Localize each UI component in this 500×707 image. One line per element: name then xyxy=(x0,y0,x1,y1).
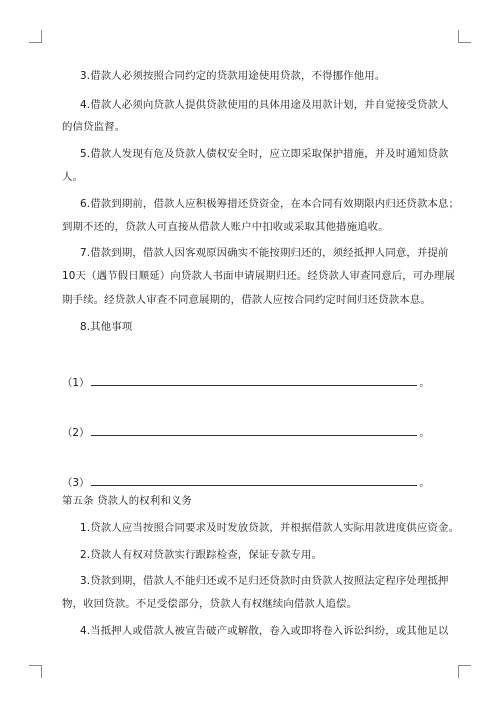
clause-7: 7.借款到期，借款人因客观原因确实不能按期归还的，须经抵押人同意，并提前 xyxy=(80,247,449,259)
section-clause-4: 4.当抵押人或借款人被宣告破产或解散，卷入或即将卷入诉讼纠纷，或其他足以 xyxy=(80,625,449,637)
blank-label-1: （1） xyxy=(62,377,90,389)
blank-label-3: （3） xyxy=(62,477,90,489)
section-clause-3: 3.贷款到期，借款人不能归还或不足归还贷款时由贷款人按照法定程序处理抵押 xyxy=(80,575,449,587)
crop-mark-bottom-right xyxy=(458,665,471,678)
clause-6-cont: 到期不还的，贷款人可直接从借款人账户中扣收或采取其他措施追收。 xyxy=(62,221,389,233)
fill-in-rule-1[interactable] xyxy=(91,374,417,386)
crop-mark-bottom-left xyxy=(29,665,42,678)
clause-4: 4.借款人必须向贷款人提供贷款使用的具体用途及用款计划，并自觉接受贷款人 xyxy=(80,99,449,111)
fill-in-rule-3[interactable] xyxy=(91,474,417,486)
section-clause-1: 1.贷款人应当按照合同要求及时发放贷款，并根据借款人实际用款进度供应资金。 xyxy=(80,522,460,534)
crop-mark-top-left xyxy=(29,30,42,43)
clause-6: 6.借款到期前，借款人应积极筹措还贷资金，在本合同有效期限内归还贷款本息； xyxy=(80,198,460,210)
clause-8: 8.其他事项 xyxy=(80,321,133,333)
blank-end-3: 。 xyxy=(419,477,430,489)
clause-4-cont: 的信贷监督。 xyxy=(62,121,126,133)
clause-7-cont-2: 期手续。经贷款人审查不同意展期的，借款人应按合同约定时间归还贷款本息。 xyxy=(62,294,431,306)
clause-7-cont-1: 10天（遇节假日顺延）向贷款人书面申请展期归还。经贷款人审查同意后，可办理展 xyxy=(62,270,455,282)
blank-line-3[interactable] xyxy=(62,474,430,490)
blank-line-2[interactable] xyxy=(62,424,430,440)
section-heading: 第五条 贷款人的权利和义务 xyxy=(62,495,192,507)
clause-5: 5.借款人发现有危及贷款人债权安全时，应立即采取保护措施，并及时通知贷款 xyxy=(80,148,449,160)
fill-in-rule-2[interactable] xyxy=(91,424,417,436)
blank-label-2: （2） xyxy=(62,427,90,439)
crop-mark-top-right xyxy=(458,30,471,43)
clause-3: 3.借款人必须按照合同约定的贷款用途使用贷款，不得挪作他用。 xyxy=(80,70,386,82)
blank-end-1: 。 xyxy=(419,377,430,389)
section-clause-2: 2.贷款人有权对贷款实行跟踪检查，保证专款专用。 xyxy=(80,549,323,561)
blank-end-2: 。 xyxy=(419,427,430,439)
section-clause-3-cont: 物，收回贷款。不足受偿部分，贷款人有权继续向借款人追偿。 xyxy=(62,598,358,610)
blank-line-1[interactable] xyxy=(62,374,430,390)
clause-5-cont: 人。 xyxy=(62,171,84,183)
